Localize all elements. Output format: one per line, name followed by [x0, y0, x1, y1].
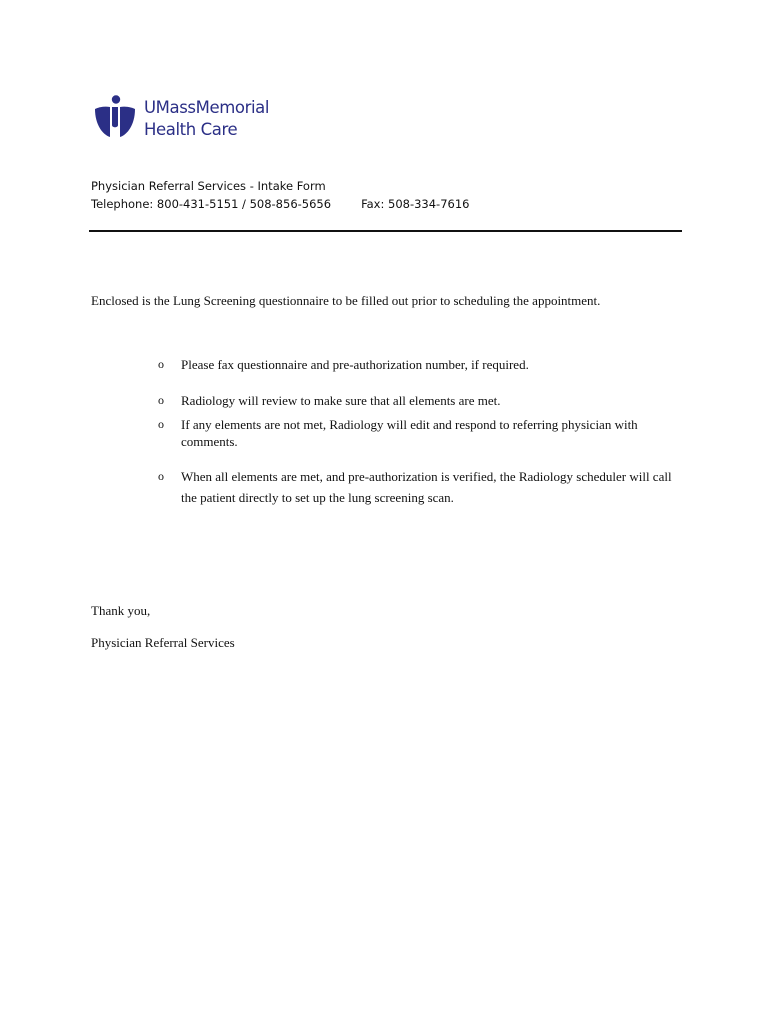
- closing-text: Thank you,: [91, 603, 151, 618]
- form-title: Physician Referral Services - Intake Form: [91, 179, 326, 193]
- list-item: [158, 416, 678, 450]
- list-item-text: Radiology will review to make sure that all elements are met.: [181, 393, 501, 408]
- list-item: [158, 466, 678, 508]
- logo-line-1: UMassMemorial: [144, 98, 270, 117]
- list-item: [158, 356, 678, 373]
- logo-wordmark: [144, 97, 269, 141]
- fax-text: Fax: 508-334-7616: [361, 197, 470, 211]
- header-divider: [89, 230, 682, 232]
- umass-figure-icon: [93, 95, 137, 139]
- umass-memorial-logo: [93, 93, 293, 145]
- bullet-marker: o: [158, 393, 164, 407]
- bullet-marker: o: [158, 357, 164, 371]
- list-item-text: Please fax questionnaire and pre-authorization number, if required.: [181, 357, 529, 372]
- signature-text: Physician Referral Services: [91, 635, 235, 650]
- logo-line-2: Health Care: [144, 120, 238, 139]
- list-item: [158, 392, 678, 409]
- intro-paragraph: Enclosed is the Lung Screening questionnaire to be filled out prior to scheduling the appointment.: [91, 293, 601, 308]
- bullet-marker: o: [158, 469, 164, 483]
- contact-line: [91, 195, 469, 213]
- bullet-marker: o: [158, 417, 164, 431]
- header-info: [91, 177, 469, 213]
- list-item-text: When all elements are met, and pre-authorization is verified, the Radiology scheduler will call the patient directly to set up the lung screening scan.: [181, 469, 672, 505]
- instructions-list: [158, 356, 678, 508]
- list-item-text: If any elements are not met, Radiology will edit and respond to referring physician with comments.: [181, 417, 638, 449]
- telephone-text: Telephone: 800-431-5151 / 508-856-5656: [91, 197, 332, 211]
